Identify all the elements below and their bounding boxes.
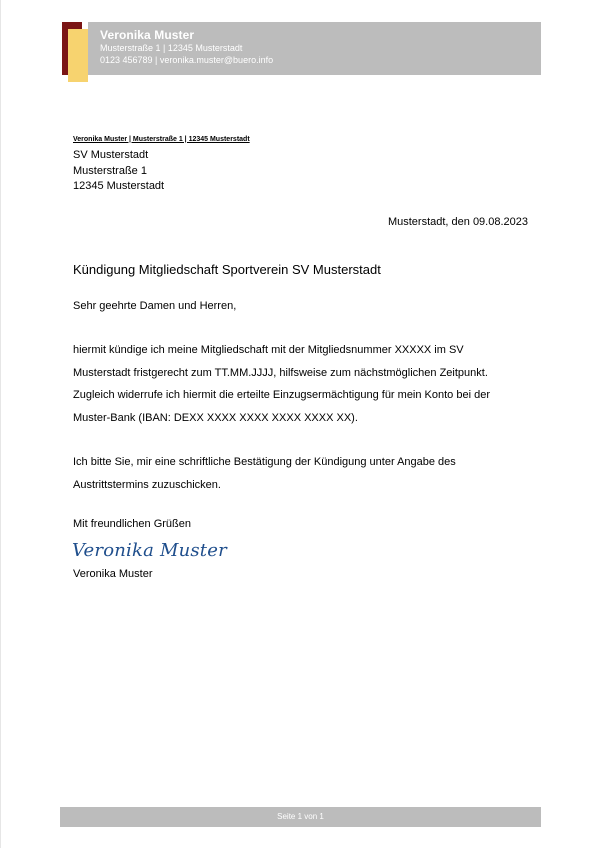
recipient-line: 12345 Musterstadt bbox=[73, 180, 165, 192]
page-footer bbox=[60, 807, 541, 827]
letter-subject: Kündigung Mitgliedschaft Sportverein SV Musterstadt bbox=[73, 262, 381, 277]
recipient-address bbox=[73, 148, 164, 195]
handwritten-signature: Veronika Muster bbox=[72, 540, 227, 561]
page-number: Seite 1 von 1 bbox=[277, 812, 324, 821]
recipient-line: Musterstraße 1 bbox=[73, 164, 147, 177]
letter-date: Musterstadt, den 09.08.2023 bbox=[387, 216, 528, 228]
body-line: Ich bitte Sie, mir eine schriftliche Bestätigung der Kündigung unter Angabe des bbox=[73, 456, 456, 468]
recipient-line: SV Musterstadt bbox=[73, 149, 149, 161]
body-line: hiermit kündige ich meine Mitgliedschaft mit der Mitgliedsnummer XXXXX im SV bbox=[73, 344, 464, 356]
header-accent-light bbox=[68, 29, 88, 82]
letterhead-contact: 0123 456789 | veronika.muster@buero.info bbox=[100, 55, 274, 65]
body-line: Musterstadt fristgerecht zum TT.MM.JJJJ, hilfsweise zum nächstmöglichen Zeitpunkt. bbox=[73, 366, 488, 379]
salutation: Sehr geehrte Damen und Herren, bbox=[73, 300, 237, 312]
signer-name: Veronika Muster bbox=[73, 568, 153, 580]
page-edge bbox=[0, 0, 1, 848]
letterhead bbox=[88, 22, 541, 75]
body-paragraph-2 bbox=[73, 451, 533, 496]
body-paragraph-1 bbox=[73, 339, 533, 429]
letterhead-address: Musterstraße 1 | 12345 Musterstadt bbox=[100, 43, 243, 53]
body-line: Austrittstermins zuzuschicken. bbox=[73, 478, 221, 491]
letterhead-name: Veronika Muster bbox=[100, 28, 195, 42]
body-line: Zugleich widerrufe ich hiermit die erteilte Einzugsermächtigung für mein Konto bei der bbox=[73, 389, 490, 401]
body-line: Muster-Bank (IBAN: DEXX XXXX XXXX XXXX XXXX XX). bbox=[73, 411, 358, 424]
sender-return-line: Veronika Muster | Musterstraße 1 | 12345 Musterstadt bbox=[73, 136, 250, 143]
closing-phrase: Mit freundlichen Grüßen bbox=[73, 518, 191, 530]
